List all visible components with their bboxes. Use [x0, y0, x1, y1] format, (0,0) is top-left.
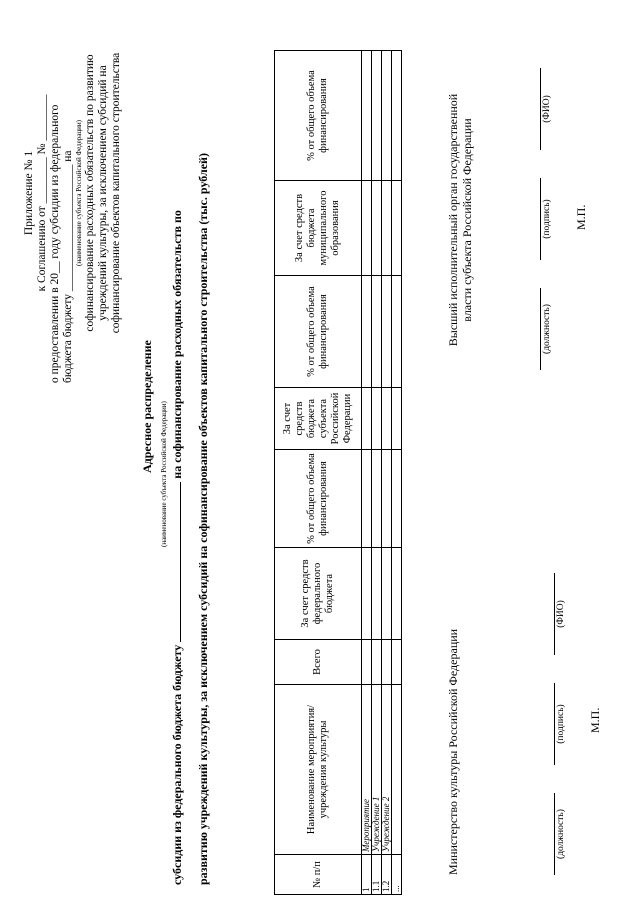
row-name: Учреждение 2: [382, 685, 392, 855]
region-authority-line-2: власти субъекта Российской Федерации: [460, 118, 474, 322]
region-signature-line: [540, 68, 552, 370]
fio-label: (ФИО): [554, 573, 566, 655]
row-name: [392, 685, 402, 855]
row-num: ...: [392, 855, 402, 895]
table-header-row: [275, 51, 362, 895]
table-row: [382, 51, 392, 895]
subject-name-blank: [170, 482, 181, 642]
appendix-line-5: учреждений культуры, за исключением субсидий на: [97, 65, 109, 321]
header-municipal: За счет средств бюджета муниципального образования: [275, 181, 362, 276]
heading-line-2-end: на софинансирование расходных обязательств по: [170, 210, 184, 479]
position-label: (должность): [554, 793, 566, 875]
row-num: 1: [362, 855, 372, 895]
ministry-name: Министерство культуры Российской Федерации: [446, 628, 460, 875]
header-federal-pct: % от общего объема финансирования: [275, 450, 362, 548]
header-name: Наименование мероприятия/учреждения культуры: [275, 685, 362, 855]
heading-line-2: [170, 210, 185, 885]
document-title: Адресное распределение: [140, 340, 154, 473]
table-row: [392, 51, 402, 895]
appendix-line-6: софинансирование объектов капитального строительства: [110, 52, 122, 334]
header-total: Всего: [275, 640, 362, 685]
distribution-table: [274, 50, 402, 895]
signature-block-ministry: [446, 455, 602, 875]
header-regional: За счет средств бюджета субъекта Российской Федерации: [275, 388, 362, 450]
header-regional-pct: % от общего объема финансирования: [275, 276, 362, 388]
signature-block-region: [446, 70, 588, 370]
appendix-block: [23, 3, 123, 383]
header-federal: За счет средств федерального бюджета: [275, 548, 362, 640]
table-row: [372, 51, 382, 895]
heading-line-3: развитию учреждений культуры, за исключением субсидий на софинансирование объектов капитального строительства (тыс. рублей): [196, 153, 210, 885]
region-authority-line-1: Высший исполнительный орган государственной: [446, 93, 460, 347]
row-num: 1.1: [372, 855, 382, 895]
ministry-signature-line: [554, 573, 566, 875]
signature-label: (подпись): [554, 683, 566, 765]
appendix-line-4: софинансирование расходных обязательств по развитию: [84, 54, 96, 332]
row-name: Учреждение 1: [372, 685, 382, 855]
fio-label: (ФИО): [540, 68, 552, 150]
header-municipal-pct: % от общего объема финансирования: [275, 51, 362, 181]
signature-label: (подпись): [540, 178, 552, 260]
stamp-mark: М.П.: [588, 707, 602, 733]
position-label: (должность): [540, 288, 552, 370]
header-num: № п/п: [275, 855, 362, 895]
subject-name-note: (наименование субъекта Российской Федерации): [160, 401, 168, 547]
stamp-mark: М.П.: [574, 204, 588, 230]
appendix-line-1: к Соглашению от ________ № ________: [36, 94, 48, 292]
heading-line-2-start: субсидии из федерального бюджета бюджету: [170, 644, 184, 885]
appendix-line-3: бюджета бюджету ______________________ на: [62, 150, 74, 383]
row-name: Мероприятие: [362, 685, 372, 855]
appendix-line-3-note: (наименование субъекта Российской Федерации): [75, 120, 83, 266]
appendix-line-2: о предоставлении в 20__ году субсидии из федерального: [49, 104, 61, 383]
appendix-title: Приложение № 1: [23, 150, 35, 236]
table-row: [362, 51, 372, 895]
row-num: 1.2: [382, 855, 392, 895]
